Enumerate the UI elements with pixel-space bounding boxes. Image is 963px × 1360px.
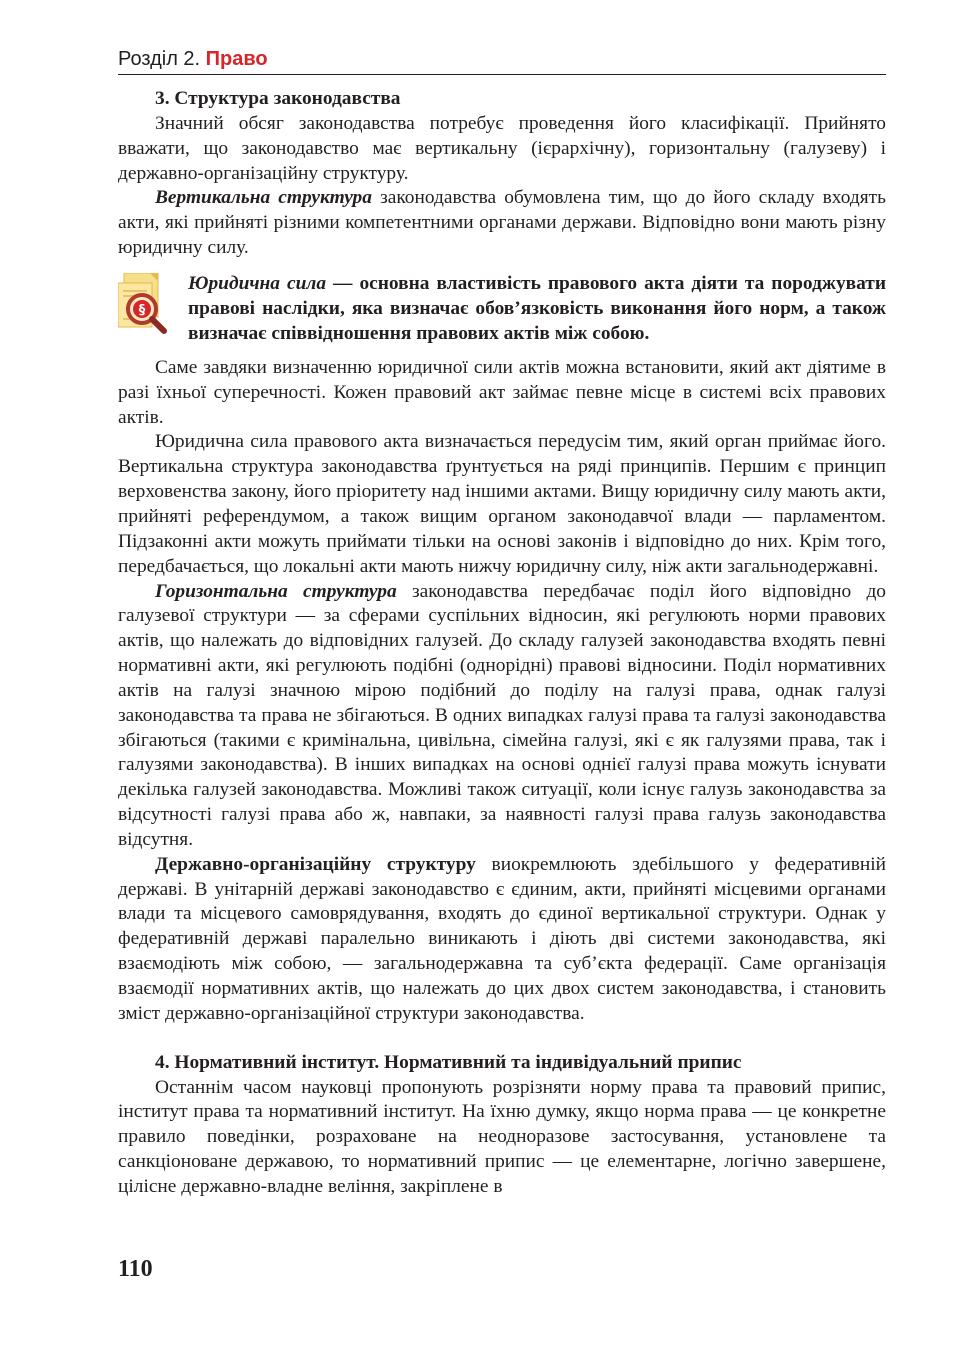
paragraph bbox=[118, 186, 886, 261]
term-vertical-structure: Вертикальна структура bbox=[155, 187, 372, 209]
definition-box bbox=[118, 271, 886, 346]
page-number: 110 bbox=[118, 1256, 153, 1282]
term-horizontal-structure: Горизонтальна структура bbox=[155, 580, 397, 602]
header-topic-label: Право bbox=[205, 48, 268, 70]
paragraph: Останнім часом науковці пропонують розрізняти норму права та правовий припис, інститут права та нормативний інститут. На їхню думку, якщо норма права — це конкретне правило поведінки, розраховане на неодноразове застосування, установлене та санкціоноване державою, то нормативний припис — це елементарне, логічно завершене, цілісне державно-владне веління, закріплене в bbox=[118, 1076, 886, 1197]
paragraph bbox=[118, 853, 886, 1027]
definition-term: Юридична сила bbox=[188, 272, 327, 294]
term-state-organizational-structure: Державно-організаційну структуру bbox=[155, 853, 476, 875]
svg-text:§: § bbox=[138, 302, 146, 318]
document-magnifier-icon bbox=[118, 273, 176, 339]
paragraph-text: законодавства обумовлена тим, що до його складу входять акти, які прийняті різними компетентними органами держави. Відповідно вони мають різну юридичну силу. bbox=[118, 187, 886, 259]
running-header bbox=[118, 46, 886, 75]
definition-text: — основна властивість правового акта діяти та породжувати правові наслідки, яка визначає обов’язковість виконання його норм, а також визначає співвідношення правових актів між собою. bbox=[188, 272, 886, 344]
paragraph-text: виокремлюють здебільшого у федеративній державі. В унітарній державі законодавство є єдиним, акти, прийняті місцевими органами влади та місцевого самоврядування, входять до єдиної вертикальної структури. Однак у федеративній державі паралельно виникають і діють дві системи законодавства, які взаємодіють між собою, — загальнодержавна та суб’єкта федерації. Саме організація взаємодії нормативних актів, що належать до цих двох систем законодавства, і становить зміст державно-організаційної структури законодавства. bbox=[118, 853, 887, 1024]
paragraph: Саме завдяки визначенню юридичної сили актів можна встановити, який акт діятиме в разі їхньої суперечності. Кожен правовий акт займає певне місце в системі всіх правових актів. bbox=[118, 356, 886, 428]
section-4-heading: 4. Нормативний інститут. Нормативний та індивідуальний припис bbox=[155, 1051, 742, 1073]
paragraph-text: законодавства передбачає поділ його відповідно до галузевої структури — за сферами суспільних відносин, які регулюють норми правових актів, що належать до відповідних галузей. До складу галузей законодавства входять певні нормативні акти, які регулюють подібні (однорідні) правові відносини. Поділ нормативних актів на галузі значною мірою подібний до поділу на галузі права, однак галузі законодавства та права не збігаються. В одних випадках галузі права та галузі законодавства збігаються (такими є кримінальна, цивільна, сімейна галузі, які є як галузями права, так і галузями законодавства). В інших випадках на основі однієї галузі права можуть існувати декілька галузей законодавства. Можливі також ситуації, коли існує галузь законодавства за відсутності галузі права або ж, навпаки, за наявності галузі права галузь законодавства відсутня. bbox=[118, 580, 887, 850]
paragraph: Значний обсяг законодавства потребує проведення його класифікації. Прийнято вважати, що законодавство має вертикальну (ієрархічну), горизонтальну (галузеву) і державно-організаційну структуру. bbox=[118, 112, 886, 184]
section-3-heading: 3. Структура законодавства bbox=[155, 88, 401, 109]
paragraph: Юридична сила правового акта визначається передусім тим, який орган приймає його. Вертикальна структура законодавства ґрунтується на ряді принципів. Першим є принцип верховенства закону, його пріоритету над іншими актами. Вищу юридичну силу мають акти, прийняті референдумом, а також вищим органом законодавчої влади — парламентом. Підзаконні акти можуть приймати тільки на основі законів і відповідно до них. Крім того, передбачається, що локальні акти мають нижчу юридичну силу, ніж акти загальнодержавні. bbox=[118, 431, 886, 577]
header-section-label: Розділ 2. bbox=[118, 48, 201, 70]
paragraph bbox=[118, 580, 886, 853]
page-content bbox=[118, 87, 886, 1200]
